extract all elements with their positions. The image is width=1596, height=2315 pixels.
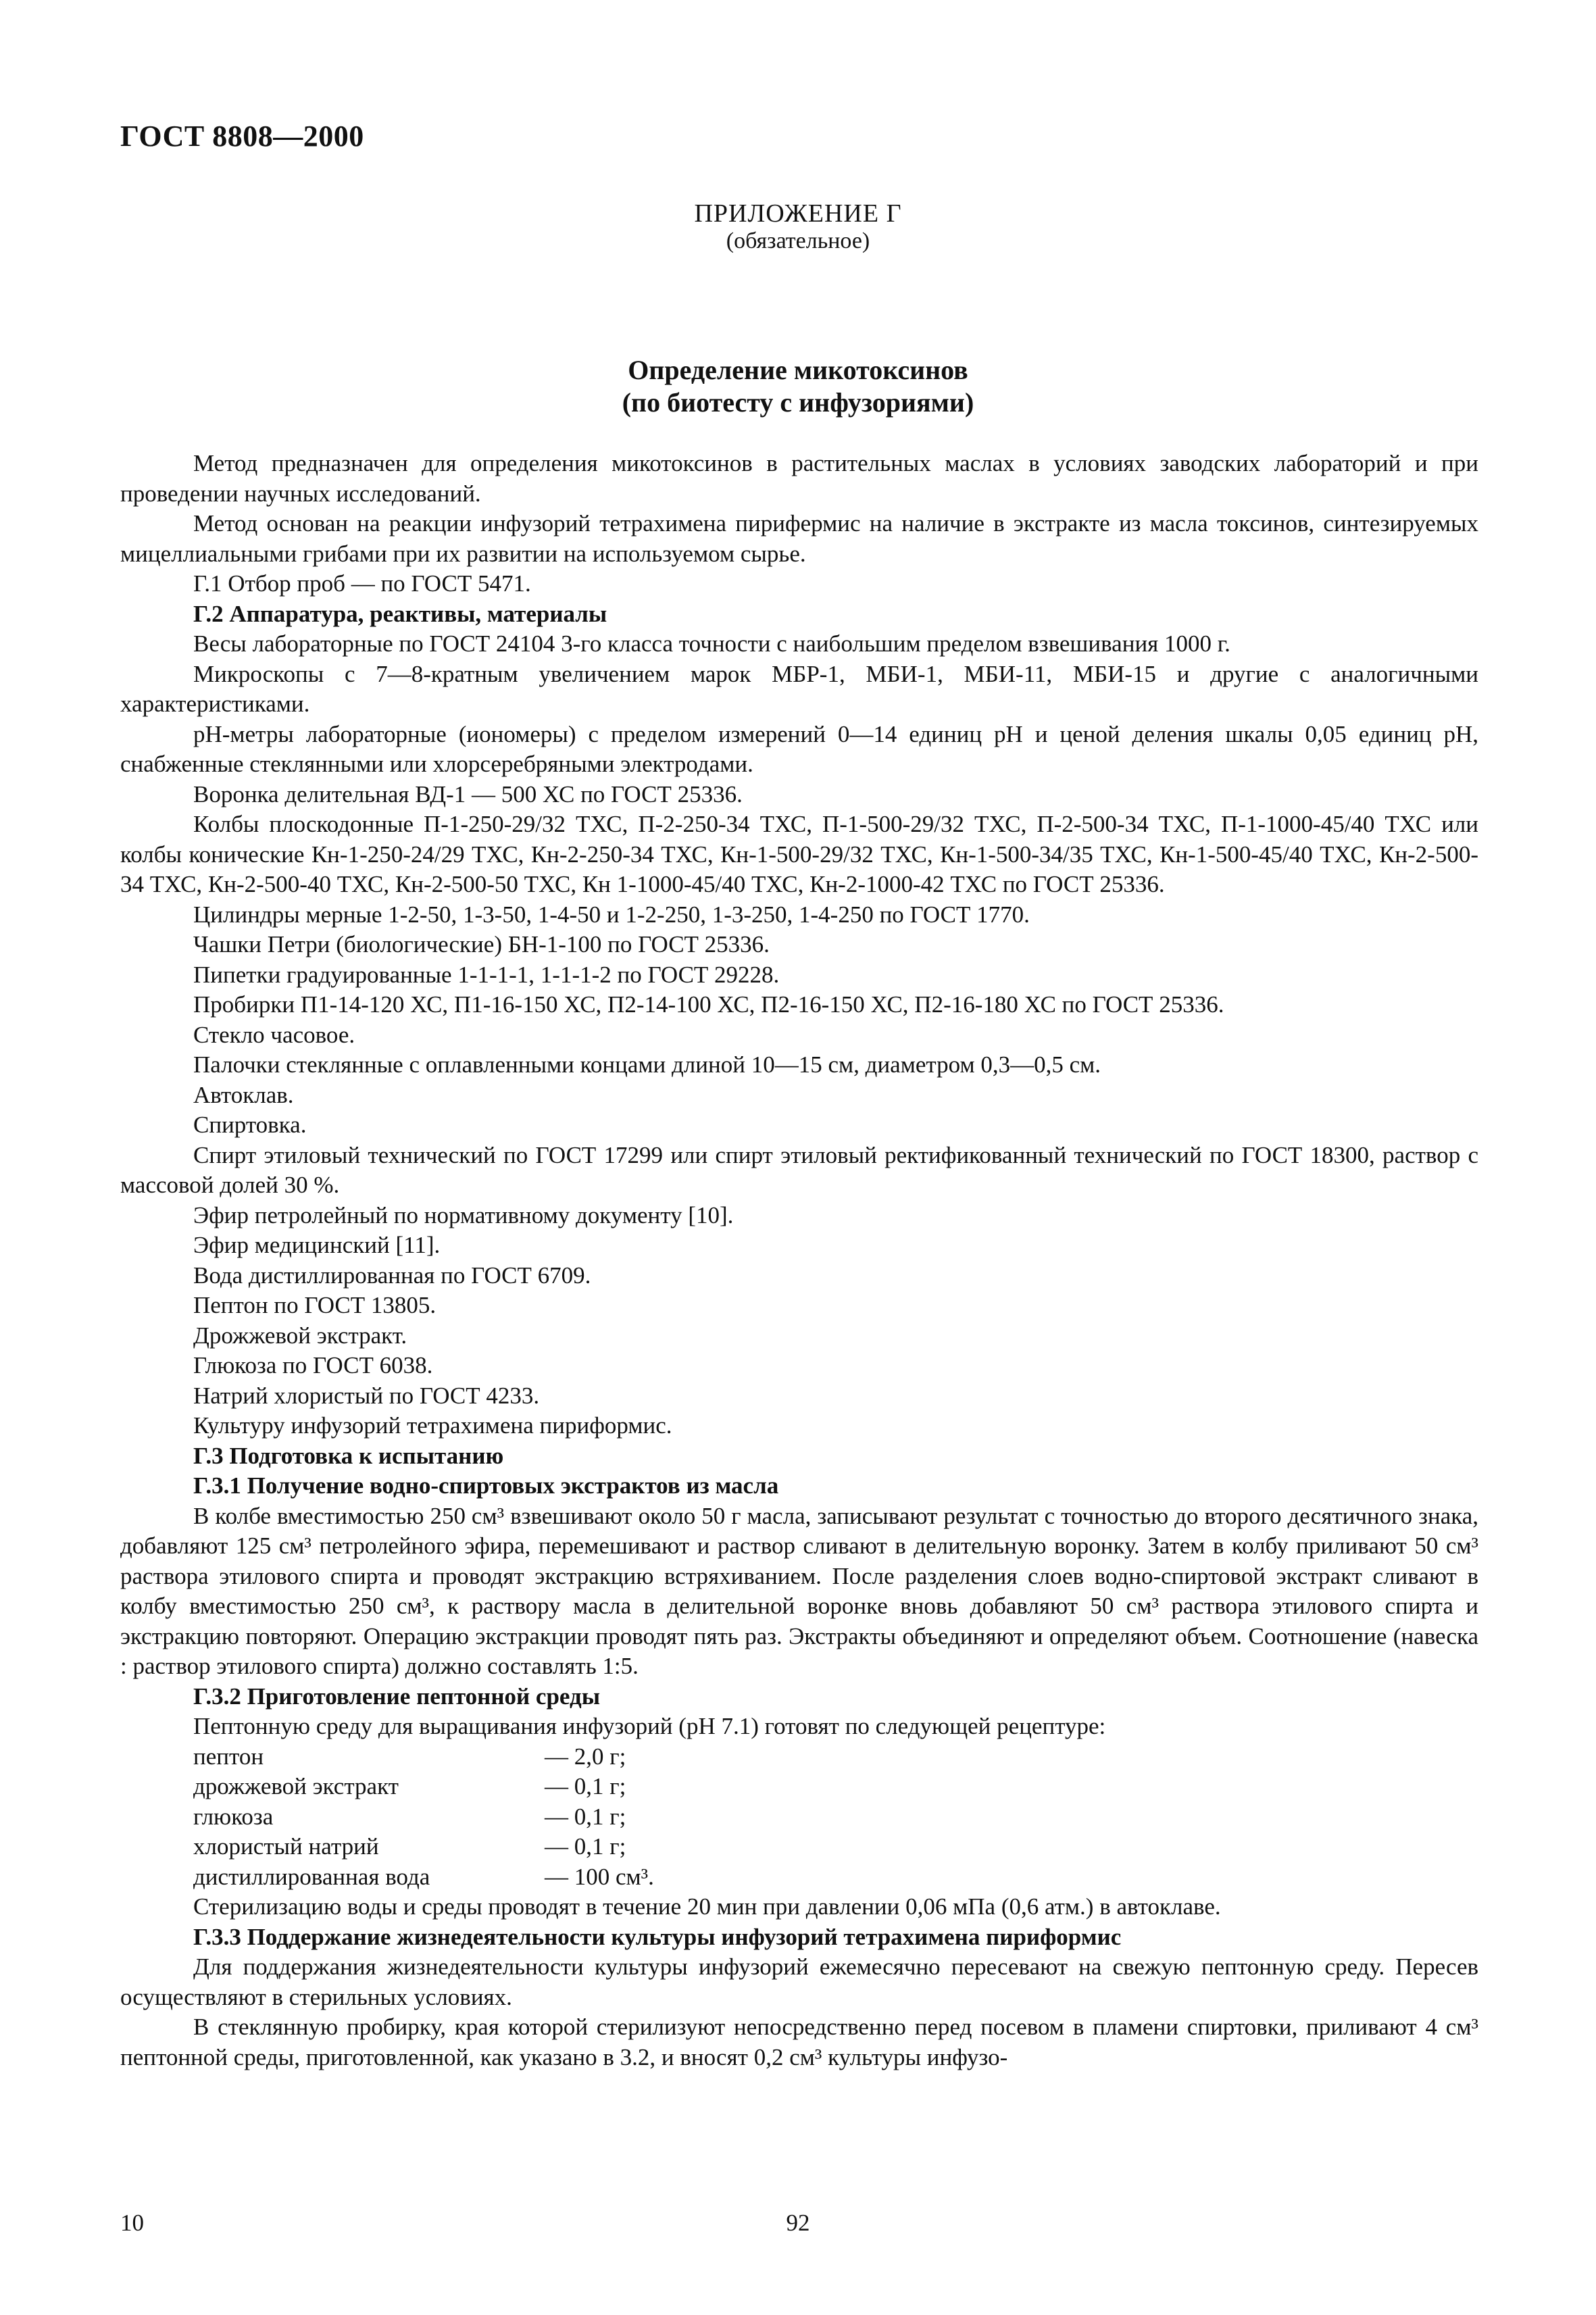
paragraph: pH-метры лабораторные (иономеры) с пределом измерений 0—14 единиц pH и ценой деления шкалы 0,05 единиц pH, снабженные стеклянными или хлорсеребряными электродами. <box>120 720 1478 777</box>
paragraph: Эфир медицинский [11]. <box>193 1232 441 1258</box>
paragraph: Пептон по ГОСТ 13805. <box>193 1292 437 1318</box>
document-code: ГОСТ 8808—2000 <box>120 120 364 153</box>
paragraph: Воронка делительная ВД-1 — 500 ХС по ГОСТ 25336. <box>193 780 743 807</box>
recipe-row <box>120 1862 1478 1893</box>
paragraph: Автоклав. <box>193 1081 294 1108</box>
appendix-title: ПРИЛОЖЕНИЕ Г <box>694 199 902 228</box>
section-title-line-1: Определение микотоксинов <box>628 355 968 385</box>
heading-g3: Г.3 Подготовка к испытанию <box>193 1442 504 1469</box>
paragraph: Палочки стеклянные с оплавленными концами длиной 10—15 см, диаметром 0,3—0,5 см. <box>193 1051 1101 1078</box>
paragraph: Глюкоза по ГОСТ 6038. <box>193 1352 433 1378</box>
body-text <box>120 449 1478 2072</box>
paragraph: Метод предназначен для определения микотоксинов в растительных маслах в условиях заводских лабораторий и при проведении научных исследований. <box>120 450 1478 507</box>
paragraph: Вода дистиллированная по ГОСТ 6709. <box>193 1262 591 1289</box>
paragraph: Спирт этиловый технический по ГОСТ 17299 или спирт этиловый ректификованный технический по ГОСТ 18300, раствор с массовой долей 30 %. <box>120 1141 1478 1198</box>
paragraph: Пробирки П1-14-120 ХС, П1-16-150 ХС, П2-14-100 ХС, П2-16-150 ХС, П2-16-180 ХС по ГОСТ 25336. <box>193 991 1224 1018</box>
paragraph: Пипетки градуированные 1-1-1-1, 1-1-1-2 по ГОСТ 29228. <box>193 961 780 988</box>
paragraph: Стекло часовое. <box>193 1021 355 1048</box>
recipe-amount: — 0,1 г; <box>545 1833 626 1860</box>
paragraph-sampling: Г.1 Отбор проб — по ГОСТ 5471. <box>193 570 531 597</box>
recipe-amount: — 100 см³. <box>545 1863 654 1890</box>
paragraph: Весы лабораторные по ГОСТ 24104 3-го класса точности с наибольшим пределом взвешивания 1000 г. <box>193 630 1230 657</box>
recipe-list <box>120 1742 1478 1893</box>
heading-g32: Г.3.2 Приготовление пептонной среды <box>193 1683 601 1710</box>
paragraph: Дрожжевой экстракт. <box>193 1322 407 1349</box>
paragraph: Цилиндры мерные 1-2-50, 1-3-50, 1-4-50 и 1-2-250, 1-3-250, 1-4-250 по ГОСТ 1770. <box>193 901 1030 928</box>
paragraph: Чашки Петри (биологические) БН-1-100 по ГОСТ 25336. <box>193 931 770 957</box>
heading-g2: Г.2 Аппаратура, реактивы, материалы <box>193 600 607 627</box>
page-number-center: 92 <box>786 2210 810 2236</box>
recipe-row <box>120 1802 1478 1833</box>
section-title <box>0 354 1596 419</box>
heading-g31: Г.3.1 Получение водно-спиртовых экстрактов из масла <box>193 1472 779 1499</box>
page-number-left: 10 <box>120 2210 144 2236</box>
recipe-ingredient: дистиллированная вода <box>193 1863 430 1890</box>
recipe-amount: — 0,1 г; <box>545 1773 626 1799</box>
recipe-ingredient: хлористый натрий <box>193 1833 379 1860</box>
paragraph: Для поддержания жизнедеятельности культуры инфузорий ежемесячно пересевают на свежую пептонную среду. Пересев осуществляют в стерильных условиях. <box>120 1953 1478 2010</box>
paragraph: Пептонную среду для выращивания инфузорий (pH 7.1) готовят по следующей рецептуре: <box>193 1713 1106 1739</box>
recipe-ingredient: пептон <box>193 1743 264 1770</box>
section-title-line-2: (по биотесту с инфузориями) <box>622 387 974 418</box>
recipe-ingredient: дрожжевой экстракт <box>193 1773 399 1799</box>
paragraph: Колбы плоскодонные П-1-250-29/32 ТХС, П-2-250-34 ТХС, П-1-500-29/32 ТХС, П-2-500-34 ТХС, П-1-1000-45/40 ТХС или колбы конические Кн-1-250-24/29 ТХС, Кн-2-250-34 ТХС, Кн-1-500-29/32 ТХС, Кн-1-500-34/35 ТХС, Кн-1-500-45/40 ТХС, Кн-2-500-34 ТХС, Кн-2-500-40 ТХС, Кн-2-500-50 ТХС, Кн 1-1000-45/40 ТХС, Кн-2-1000-42 ТХС по ГОСТ 25336. <box>120 811 1478 897</box>
paragraph: Спиртовка. <box>193 1112 307 1138</box>
heading-g33: Г.3.3 Поддержание жизнедеятельности культуры инфузорий тетрахимена пириформис <box>193 1923 1122 1950</box>
paragraph: Стерилизацию воды и среды проводят в течение 20 мин при давлении 0,06 мПа (0,6 атм.) в автоклаве. <box>193 1893 1221 1920</box>
paragraph: Микроскопы с 7—8-кратным увеличением марок МБР-1, МБИ-1, МБИ-11, МБИ-15 и другие с аналогичными характеристиками. <box>120 660 1478 717</box>
paragraph: В колбе вместимостью 250 см³ взвешивают около 50 г масла, записывают результат с точностью до второго десятичного знака, добавляют 125 см³ петролейного эфира, перемешивают и раствор сливают в делительную воронку. Затем в колбу приливают 50 см³ раствора этилового спирта и проводят экстракцию встряхиванием. После разделения слоев водно-спиртовой экстракт сливают в колбу вместимостью 250 см³, к раствору масла в делительной воронке вновь добавляют 50 см³ раствора этилового спирта и экстракцию повторяют. Операцию экстракции проводят пять раз. Экстракты объединяют и определяют объем. Соотношение (навеска : раствор этилового спирта) должно составлять 1:5. <box>120 1502 1478 1679</box>
paragraph: Эфир петролейный по нормативному документу [10]. <box>193 1201 734 1228</box>
appendix-kind: (обязательное) <box>726 228 870 253</box>
recipe-amount: — 2,0 г; <box>545 1743 626 1770</box>
recipe-ingredient: глюкоза <box>193 1803 274 1830</box>
recipe-row <box>120 1742 1478 1772</box>
paragraph: В стеклянную пробирку, края которой стерилизуют непосредственно перед посевом в пламени спиртовки, приливают 4 см³ пептонной среды, приготовленной, как указано в 3.2, и вносят 0,2 см³ культуры инфузо- <box>120 2014 1478 2070</box>
paragraph: Метод основан на реакции инфузорий тетрахимена пирифермис на наличие в экстракте из масла токсинов, синтезируемых мицеллиальными грибами при их развитии на используемом сырье. <box>120 510 1478 567</box>
recipe-amount: — 0,1 г; <box>545 1803 626 1830</box>
recipe-row <box>120 1832 1478 1862</box>
paragraph: Культуру инфузорий тетрахимена пириформис. <box>193 1412 672 1439</box>
paragraph: Натрий хлористый по ГОСТ 4233. <box>193 1382 540 1409</box>
recipe-row <box>120 1772 1478 1802</box>
